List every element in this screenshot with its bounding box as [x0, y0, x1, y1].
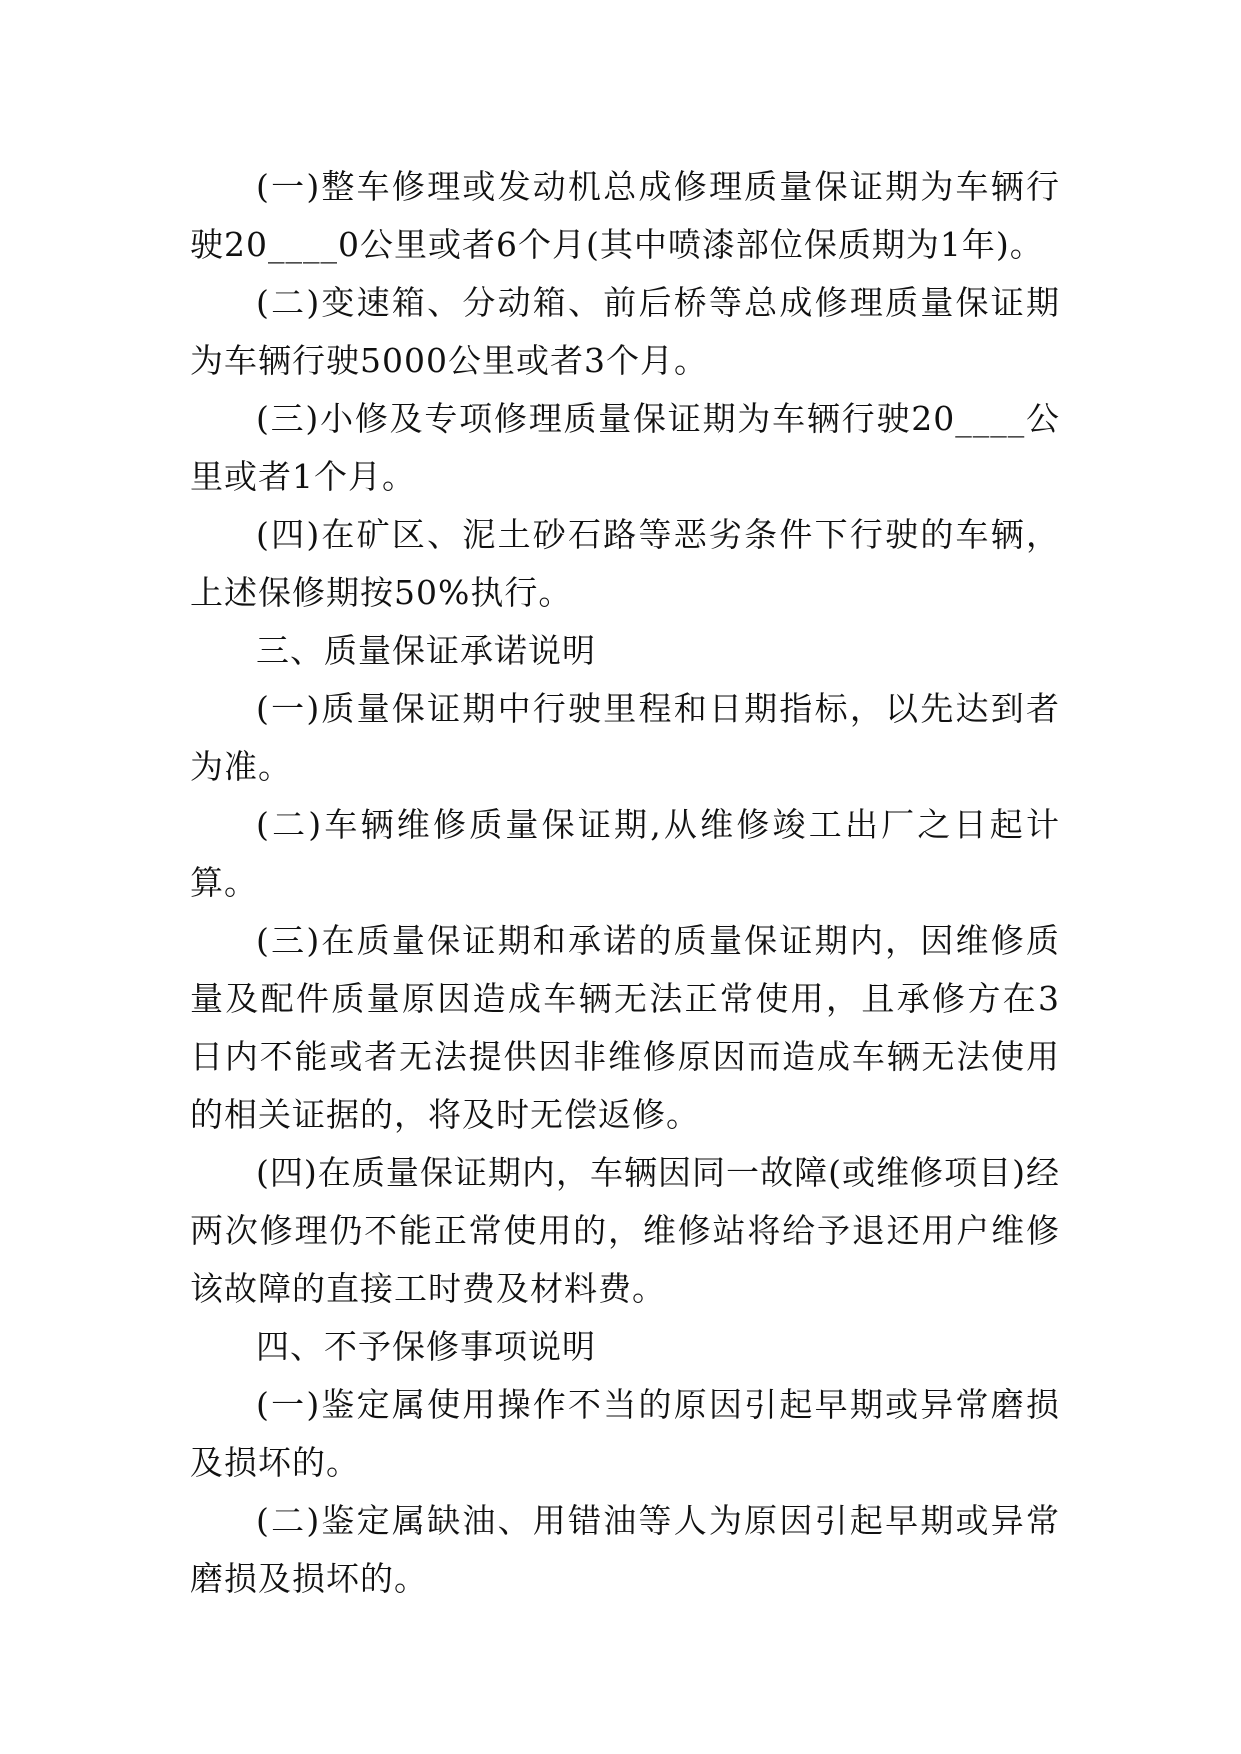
paragraph-mileage-date-rule: (一)质量保证期中行驶里程和日期指标，以先达到者为准。 — [190, 689, 1060, 786]
paragraph-repair-warranty-whole-vehicle: (一)整车修理或发动机总成修理质量保证期为车辆行驶20____0公里或者6个月(其中喷漆部位保质期为1年)。 — [190, 167, 1060, 264]
section-heading-exclusions: 四、不予保修事项说明 — [256, 1327, 596, 1366]
paragraph-harsh-conditions: (四)在矿区、泥土砂石路等恶劣条件下行驶的车辆，上述保修期按50%执行。 — [190, 515, 1060, 612]
paragraph-exclusion-misuse: (一)鉴定属使用操作不当的原因引起早期或异常磨损及损坏的。 — [190, 1385, 1060, 1482]
document-body — [190, 158, 1060, 1608]
paragraph-refund: (四)在质量保证期内，车辆因同一故障(或维修项目)经两次修理仍不能正常使用的，维修站将给予退还用户维修该故障的直接工时费及材料费。 — [190, 1153, 1060, 1308]
paragraph-warranty-start: (二)车辆维修质量保证期,从维修竣工出厂之日起计算。 — [190, 805, 1060, 902]
section-heading-warranty-commitment: 三、质量保证承诺说明 — [256, 631, 596, 670]
paragraph-repair-warranty-minor: (三)小修及专项修理质量保证期为车辆行驶20____公里或者1个月。 — [190, 399, 1060, 496]
paragraph-free-rework: (三)在质量保证期和承诺的质量保证期内，因维修质量及配件质量原因造成车辆无法正常使用，且承修方在3日内不能或者无法提供因非维修原因而造成车辆无法使用的相关证据的，将及时无偿返修。 — [190, 921, 1060, 1134]
paragraph-exclusion-oil: (二)鉴定属缺油、用错油等人为原因引起早期或异常磨损及损坏的。 — [190, 1501, 1060, 1598]
paragraph-repair-warranty-assemblies: (二)变速箱、分动箱、前后桥等总成修理质量保证期为车辆行驶5000公里或者3个月。 — [190, 283, 1060, 380]
